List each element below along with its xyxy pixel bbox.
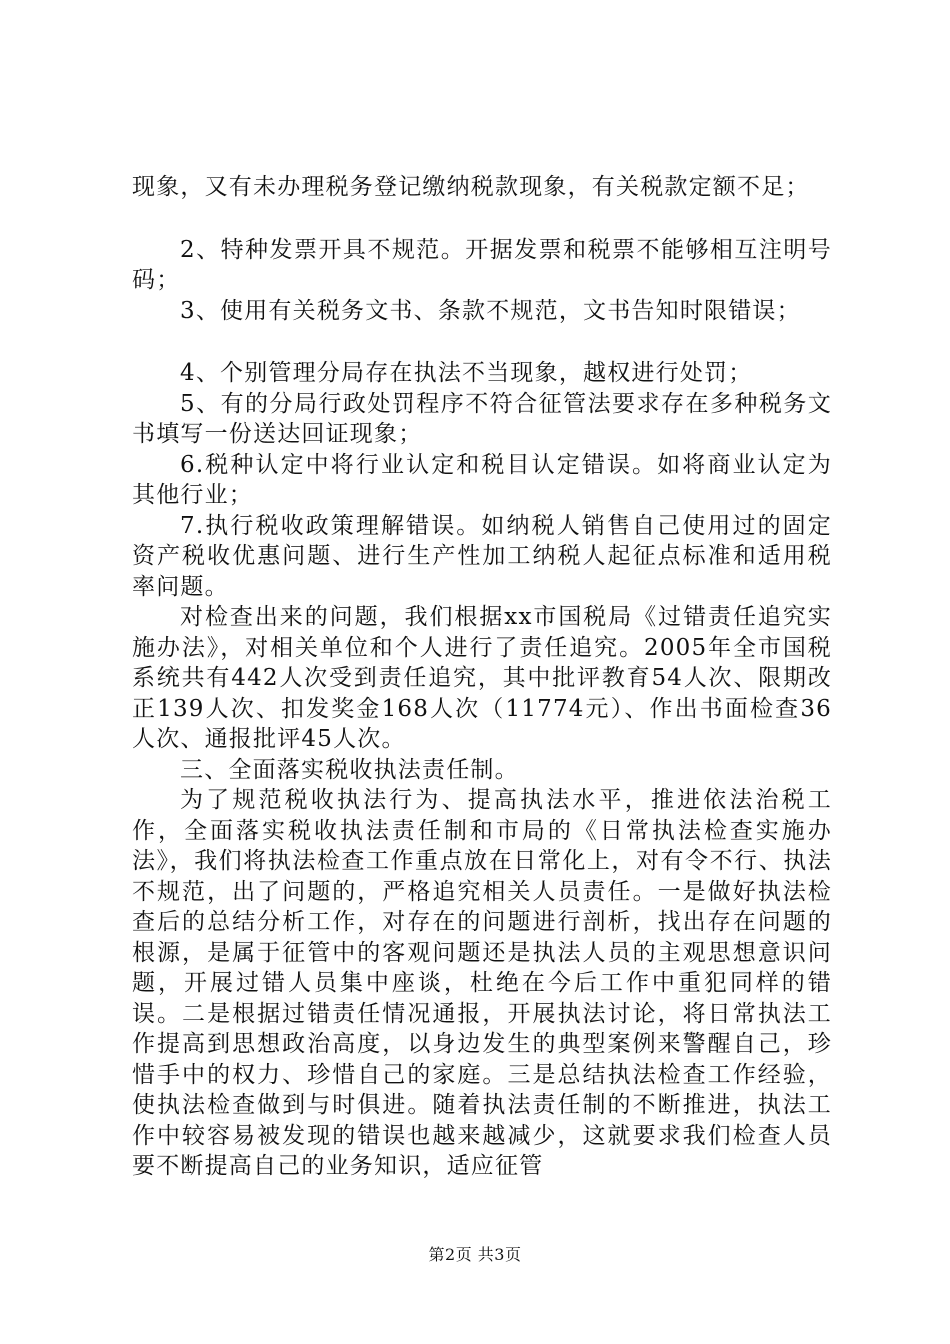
paragraph-item-5: 5、有的分局行政处罚程序不符合征管法要求存在多种税务文书填写一份送达回证现象； bbox=[132, 390, 832, 447]
body-text bbox=[132, 172, 832, 1182]
section-heading-3: 三、全面落实税收执法责任制。 bbox=[180, 756, 519, 783]
paragraph-item-6: 6.税种认定中将行业认定和税目认定错误。如将商业认定为其他行业； bbox=[132, 451, 832, 508]
page-number-footer: 第2页 共3页 bbox=[428, 1245, 522, 1264]
paragraph-accountability: 对检查出来的问题，我们根据xx市国税局《过错责任追究实施办法》，对相关单位和个人进行了责任追究。2005年全市国税系统共有442人次受到责任追究，其中批评教育54人次、限期改正139人次、扣发奖金168人次（11774元）、作出书面检查36人次、通报批评45人次。 bbox=[132, 604, 832, 752]
paragraph-continuation: 现象，又有未办理税务登记缴纳税款现象，有关税款定额不足； bbox=[132, 174, 810, 200]
paragraph-item-2: 2、特种发票开具不规范。开据发票和税票不能够相互注明号码； bbox=[132, 236, 832, 293]
paragraph-item-7: 7.执行税收政策理解错误。如纳税人销售自己使用过的固定资产税收优惠问题、进行生产性加工纳税人起征点标准和适用税率问题。 bbox=[132, 512, 832, 600]
paragraph-item-3: 3、使用有关税务文书、条款不规范，文书告知时限错误； bbox=[180, 297, 801, 324]
paragraph-item-4: 4、个别管理分局存在执法不当现象，越权进行处罚； bbox=[180, 360, 753, 386]
paragraph-responsibility: 为了规范税收执法行为、提高执法水平，推进依法治税工作，全面落实税收执法责任制和市局的《日常执法检查实施办法》，我们将执法检查工作重点放在日常化上，对有令不行、执法不规范，出了问题的，严格追究相关人员责任。一是做好执法检查后的总结分析工作，对存在的问题进行剖析，找出存在问题的根源，是属于征管中的客观问题还是执法人员的主观思想意识问题，开展过错人员集中座谈，杜绝在今后工作中重犯同样的错误。二是根据过错责任情况通报，开展执法讨论，将日常执法工作提高到思想政治高度，以身边发生的典型案例来警醒自己，珍惜手中的权力、珍惜自己的家庭。三是总结执法检查工作经验，使执法检查做到与时俱进。随着执法责任制的不断推进，执法工作中较容易被发现的错误也越来越减少，这就要求我们检查人员要不断提高自己的业务知识，适应征管 bbox=[132, 787, 832, 1179]
